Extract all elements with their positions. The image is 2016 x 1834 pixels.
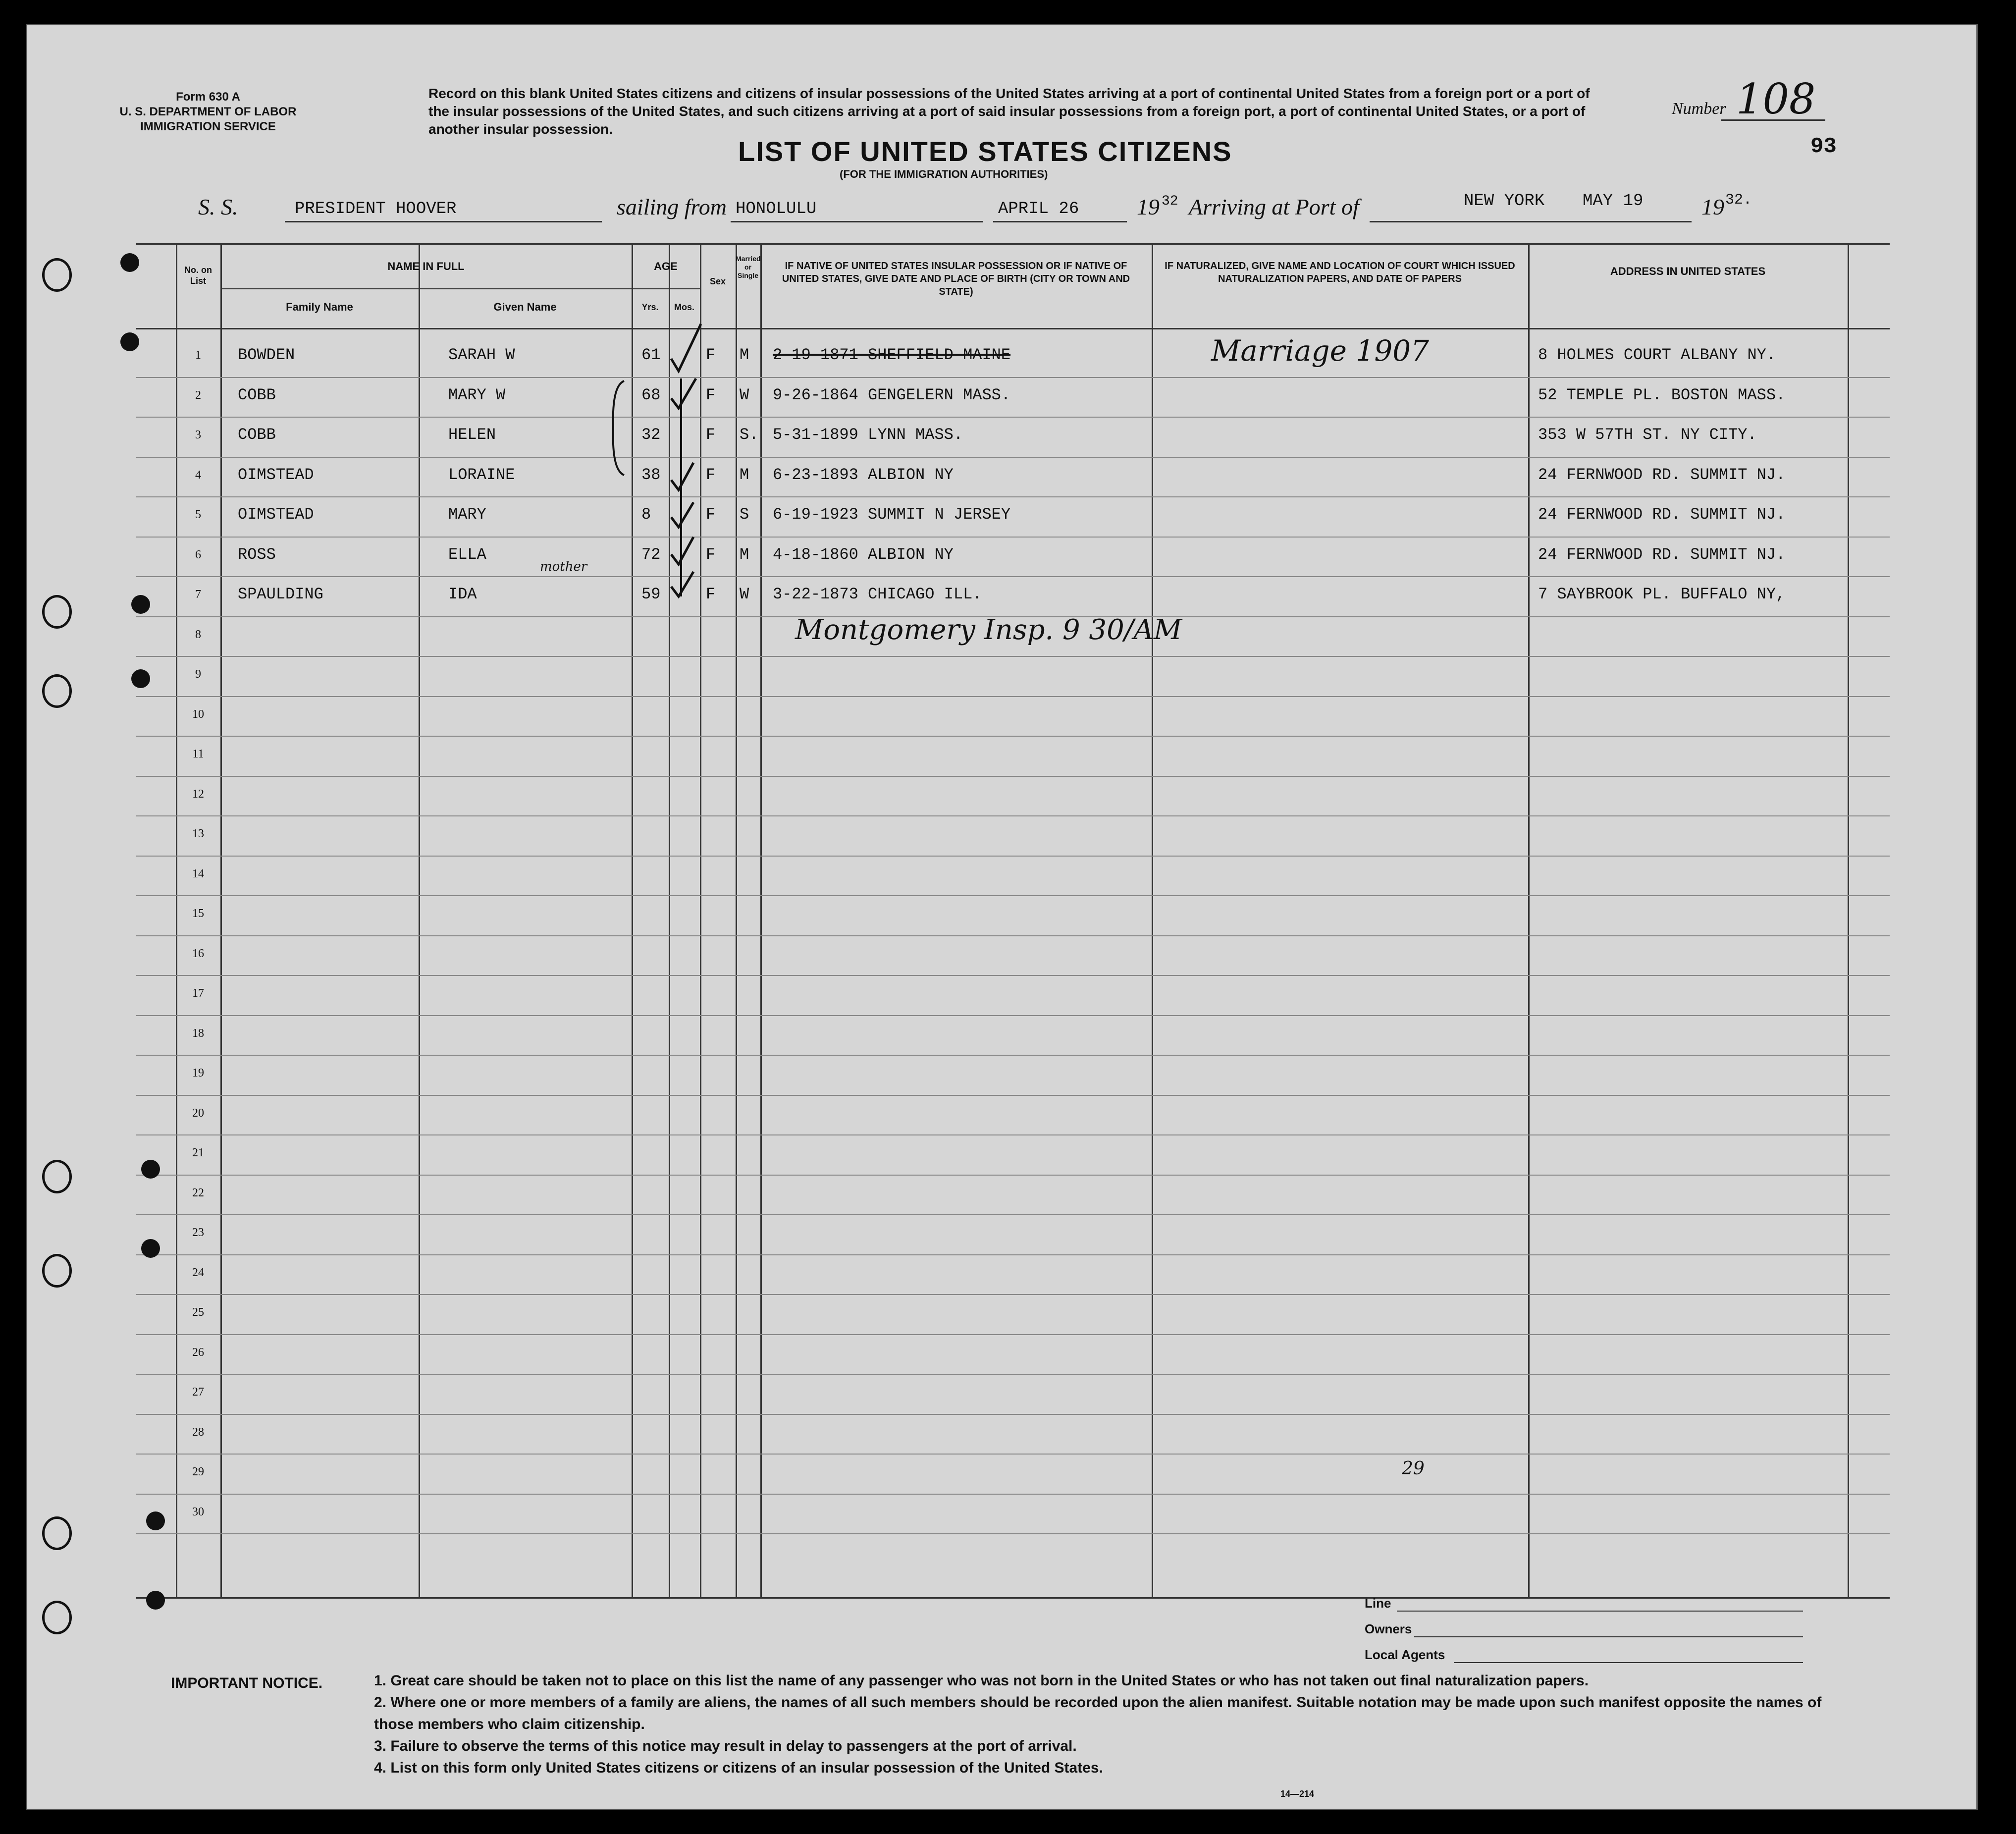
passenger-table bbox=[136, 243, 1890, 1599]
row-number: 21 bbox=[192, 1146, 204, 1159]
naturalized-note: Marriage 1907 bbox=[1211, 334, 1430, 368]
col-header-married: Married or Single bbox=[736, 255, 761, 279]
department-name: U. S. DEPARTMENT OF LABOR bbox=[119, 105, 297, 118]
departure-underline bbox=[731, 221, 983, 222]
row-number: 17 bbox=[192, 987, 204, 1000]
age-years: 61 bbox=[641, 346, 661, 364]
row-rule bbox=[136, 1175, 1890, 1176]
ink-dot bbox=[141, 1239, 160, 1258]
row-number: 5 bbox=[195, 508, 201, 521]
marital-status: W bbox=[740, 585, 749, 603]
sex: F bbox=[706, 505, 716, 524]
col-header-sex: Sex bbox=[709, 276, 726, 286]
row-rule bbox=[136, 1414, 1890, 1415]
col-header-address: ADDRESS IN UNITED STATES bbox=[1610, 265, 1766, 277]
col-header-age: AGE bbox=[654, 260, 678, 272]
ink-dot bbox=[146, 1511, 165, 1530]
given-name: LORAINE bbox=[448, 465, 515, 484]
row-rule bbox=[136, 417, 1890, 418]
age-years: 72 bbox=[641, 545, 661, 564]
row-number: 30 bbox=[192, 1505, 204, 1518]
family-name: SPAULDING bbox=[238, 585, 323, 603]
row-rule bbox=[136, 457, 1890, 458]
row-rule bbox=[136, 377, 1890, 378]
ss-label: S. S. bbox=[198, 194, 238, 219]
birth-info: 5-31-1899 LYNN MASS. bbox=[773, 426, 963, 444]
address: 353 W 57TH ST. NY CITY. bbox=[1538, 426, 1757, 444]
sex: F bbox=[706, 545, 716, 564]
notice-list bbox=[374, 1670, 1860, 1779]
family-name: OIMSTEAD bbox=[238, 465, 314, 484]
row-rule bbox=[136, 1454, 1890, 1455]
row-number: 8 bbox=[195, 628, 201, 641]
row-number: 24 bbox=[192, 1266, 204, 1279]
row-number: 3 bbox=[195, 429, 201, 441]
address: 52 TEMPLE PL. BOSTON MASS. bbox=[1538, 385, 1786, 404]
sex: F bbox=[706, 426, 716, 444]
sailing-label: sailing from bbox=[617, 194, 727, 219]
page-number: 93 bbox=[1810, 134, 1837, 159]
manifest-page bbox=[26, 24, 1978, 1810]
row-rule bbox=[136, 496, 1890, 497]
arrival-port: NEW YORK bbox=[1464, 192, 1545, 211]
form-header bbox=[102, 90, 315, 134]
ship-underline bbox=[285, 221, 602, 222]
number-label: Number bbox=[1672, 100, 1726, 118]
birth-info: 6-19-1923 SUMMIT N JERSEY bbox=[773, 505, 1011, 524]
row-rule bbox=[136, 1294, 1890, 1295]
punch-hole bbox=[42, 1160, 72, 1193]
row-rule bbox=[136, 1254, 1890, 1255]
row-rule bbox=[136, 1055, 1890, 1056]
record-instructions: Record on this blank United States citizens and citizens of insular possessions of the United States arriving at a port of continental United States from a foreign port or a port of the insular possessions of the United States, and such citizens arriving at a port of said insular possessions from a foreign port, a port of continental United States, or a port of another insular possession. bbox=[428, 86, 1590, 137]
notice-item: 3. Failure to observe the terms of this notice may result in delay to passengers at the port of arrival. bbox=[374, 1738, 1077, 1754]
marital-status: S bbox=[740, 505, 749, 524]
row-number: 10 bbox=[192, 707, 204, 721]
sex: F bbox=[706, 346, 716, 364]
given-name: ELLA bbox=[448, 545, 486, 564]
owners-underline bbox=[1414, 1636, 1803, 1637]
row-rule bbox=[136, 1015, 1890, 1016]
row-number: 1 bbox=[195, 349, 201, 362]
row-rule bbox=[136, 935, 1890, 936]
row-number: 2 bbox=[195, 388, 201, 402]
given-name: HELEN bbox=[448, 426, 496, 444]
given-name: SARAH W bbox=[448, 346, 515, 364]
form-number: Form 630 A bbox=[176, 90, 240, 104]
family-name: COBB bbox=[238, 385, 276, 404]
marital-status: M bbox=[740, 545, 749, 564]
agents-underline bbox=[1454, 1662, 1803, 1663]
marital-status: M bbox=[740, 465, 749, 484]
punch-hole bbox=[42, 1601, 72, 1634]
row-number: 15 bbox=[192, 907, 204, 920]
birth-info: 4-18-1860 ALBION NY bbox=[773, 545, 954, 564]
list-number: 108 bbox=[1736, 75, 1816, 123]
row-rule bbox=[136, 1134, 1890, 1135]
page-subtitle: (FOR THE IMMIGRATION AUTHORITIES) bbox=[840, 168, 1048, 180]
birth-info: 9-26-1864 GENGELERN MASS. bbox=[773, 385, 1011, 404]
col-header-given: Given Name bbox=[493, 301, 557, 313]
ink-dot bbox=[120, 332, 139, 351]
row-rule bbox=[136, 1374, 1890, 1375]
ink-dot bbox=[146, 1591, 165, 1610]
row-number: 4 bbox=[195, 468, 201, 482]
ship-name: PRESIDENT HOOVER bbox=[295, 200, 457, 218]
row-number: 22 bbox=[192, 1186, 204, 1199]
row-number: 11 bbox=[192, 748, 204, 760]
inspector-note: Montgomery Insp. 9 30/AM bbox=[795, 614, 1182, 646]
age-years: 8 bbox=[641, 505, 651, 524]
col-header-no: No. on List bbox=[184, 265, 212, 286]
row-number: 27 bbox=[192, 1386, 204, 1399]
row-number: 12 bbox=[192, 787, 204, 801]
row-rule bbox=[136, 975, 1890, 976]
row-rule bbox=[136, 1214, 1890, 1215]
row-rule bbox=[136, 1494, 1890, 1495]
service-name: IMMIGRATION SERVICE bbox=[140, 120, 276, 133]
address: 7 SAYBROOK PL. BUFFALO NY, bbox=[1538, 585, 1786, 603]
col-header-birth: IF NATIVE OF UNITED STATES INSULAR POSSESSION OR IF NATIVE OF UNITED STATES, GIVE DATE AND PLACE OF BIRTH (CITY OR TOWN AND STATE) bbox=[782, 261, 1130, 297]
row-number: 20 bbox=[192, 1106, 204, 1120]
row-rule bbox=[136, 656, 1890, 657]
birth-info: 2-19-1871 SHEFFIELD MAINE bbox=[773, 346, 1011, 364]
col-header-mos: Mos. bbox=[674, 302, 694, 312]
row-rule bbox=[136, 736, 1890, 737]
age-years: 68 bbox=[641, 385, 661, 404]
col-header-naturalized: IF NATURALIZED, GIVE NAME AND LOCATION OF COURT WHICH ISSUED NATURALIZATION PAPERS, AND DATE OF PAPERS bbox=[1165, 261, 1515, 284]
year-2: 32. bbox=[1725, 192, 1752, 209]
marital-status: W bbox=[740, 385, 749, 404]
punch-hole bbox=[42, 258, 72, 292]
agents-label: Local Agents bbox=[1365, 1647, 1445, 1662]
row-rule bbox=[136, 1334, 1890, 1335]
row-rule bbox=[136, 576, 1890, 577]
punch-hole bbox=[42, 674, 72, 708]
ink-dot bbox=[141, 1160, 160, 1179]
year-1: 32 bbox=[1162, 194, 1178, 209]
row-number: 9 bbox=[195, 668, 201, 681]
sailing-date: APRIL 26 bbox=[998, 200, 1079, 218]
col-header-name: NAME IN FULL bbox=[387, 260, 465, 272]
mother-note: mother bbox=[540, 559, 587, 574]
marital-status: S. bbox=[740, 426, 759, 444]
address: 24 FERNWOOD RD. SUMMIT NJ. bbox=[1538, 505, 1786, 524]
form-code: 14—214 bbox=[1280, 1789, 1315, 1799]
row-number: 25 bbox=[192, 1306, 204, 1319]
punch-hole bbox=[42, 1516, 72, 1550]
notice-item: 2. Where one or more members of a family are aliens, the names of all such members should be recorded upon the alien manifest. Suitable notation may be made upon such manifest opposite the names of those members who claim citizenship. bbox=[374, 1694, 1822, 1732]
family-bracket bbox=[609, 378, 629, 478]
punch-hole bbox=[42, 1254, 72, 1288]
row-number: 7 bbox=[195, 588, 201, 601]
punch-hole bbox=[42, 595, 72, 629]
family-name: OIMSTEAD bbox=[238, 505, 314, 524]
sex: F bbox=[706, 385, 716, 404]
row-number: 18 bbox=[192, 1026, 204, 1040]
owners-label: Owners bbox=[1365, 1621, 1412, 1636]
ink-dot bbox=[120, 253, 139, 272]
date-underline bbox=[993, 221, 1127, 222]
age-years: 59 bbox=[641, 585, 661, 603]
address: 24 FERNWOOD RD. SUMMIT NJ. bbox=[1538, 465, 1786, 484]
family-name: ROSS bbox=[238, 545, 276, 564]
year-prefix-2: 19 bbox=[1701, 194, 1724, 219]
age-years: 38 bbox=[641, 465, 661, 484]
page-title: LIST OF UNITED STATES CITIZENS bbox=[738, 136, 1232, 167]
row-number: 19 bbox=[192, 1067, 204, 1079]
notice-item: 1. Great care should be taken not to place on this list the name of any passenger who was not born in the United States or who has not taken out final naturalization papers. bbox=[374, 1672, 1589, 1689]
arrival-date: MAY 19 bbox=[1583, 192, 1644, 211]
arriving-label: Arriving at Port of bbox=[1189, 194, 1359, 219]
given-name: MARY W bbox=[448, 385, 506, 404]
row-number: 26 bbox=[192, 1346, 204, 1359]
row-number: 6 bbox=[195, 548, 201, 561]
birth-info: 6-23-1893 ALBION NY bbox=[773, 465, 954, 484]
departure-port: HONOLULU bbox=[736, 200, 817, 218]
row-rule bbox=[136, 537, 1890, 538]
marital-status: M bbox=[740, 346, 749, 364]
row-number: 14 bbox=[192, 867, 204, 880]
col-header-family: Family Name bbox=[286, 301, 353, 313]
row-number: 29 bbox=[192, 1465, 204, 1478]
given-name: MARY bbox=[448, 505, 486, 524]
row-number: 16 bbox=[192, 947, 204, 960]
ink-dot bbox=[131, 669, 150, 688]
row-number: 23 bbox=[192, 1226, 204, 1239]
notice-item: 4. List on this form only United States citizens or citizens of an insular possession of the United States. bbox=[374, 1760, 1103, 1776]
row-rule bbox=[136, 776, 1890, 777]
arrival-underline bbox=[1370, 221, 1692, 222]
row-rule bbox=[136, 696, 1890, 697]
given-name: IDA bbox=[448, 585, 477, 603]
sex: F bbox=[706, 465, 716, 484]
ink-dot bbox=[131, 595, 150, 614]
checkmarks bbox=[666, 319, 711, 606]
family-name: BOWDEN bbox=[238, 346, 295, 364]
line-underline bbox=[1397, 1611, 1803, 1612]
row-rule bbox=[136, 815, 1890, 816]
row-rule bbox=[136, 1533, 1890, 1534]
year-prefix-1: 19 bbox=[1137, 194, 1160, 219]
birth-info: 3-22-1873 CHICAGO ILL. bbox=[773, 585, 982, 603]
age-years: 32 bbox=[641, 426, 661, 444]
row-number: 13 bbox=[192, 827, 204, 840]
stamp-29: 29 bbox=[1402, 1458, 1425, 1479]
row-rule bbox=[136, 856, 1890, 857]
row-rule bbox=[136, 1095, 1890, 1096]
address: 8 HOLMES COURT ALBANY NY. bbox=[1538, 346, 1776, 364]
row-number: 28 bbox=[192, 1425, 204, 1439]
family-name: COBB bbox=[238, 426, 276, 444]
address: 24 FERNWOOD RD. SUMMIT NJ. bbox=[1538, 545, 1786, 564]
sex: F bbox=[706, 585, 716, 603]
row-rule bbox=[136, 895, 1890, 896]
col-header-yrs: Yrs. bbox=[641, 302, 659, 312]
line-label: Line bbox=[1365, 1596, 1391, 1611]
notice-title: IMPORTANT NOTICE. bbox=[171, 1675, 323, 1691]
